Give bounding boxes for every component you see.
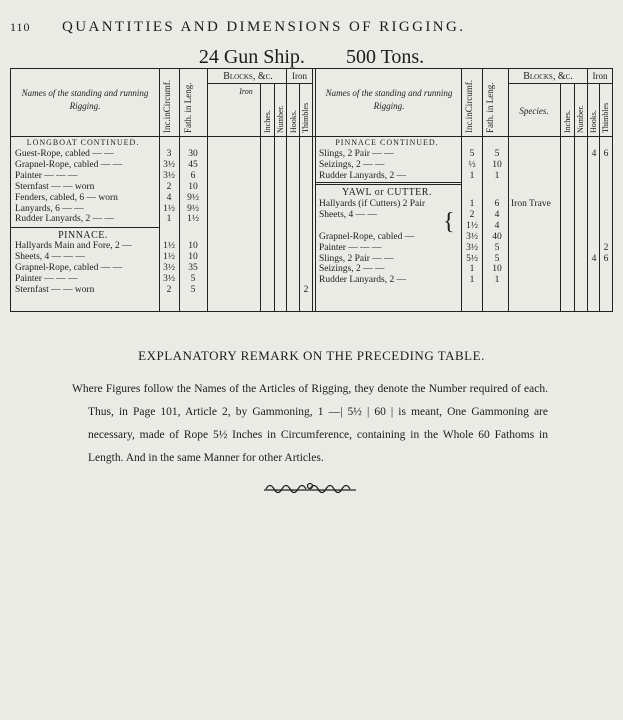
circumference-value: 4 — [166, 192, 172, 203]
fathoms-value: 6 — [190, 170, 196, 181]
rigging-row-name: Hallyards (if Cutters) 2 Pair — [319, 199, 426, 209]
right-section-rule-b — [315, 184, 461, 185]
section-title: PINNACE CONTINUED. — [335, 138, 439, 147]
circumference-value: 5 — [469, 149, 475, 159]
number-header-right: Number. — [576, 105, 585, 133]
circumference-value: 3½ — [163, 262, 175, 273]
circumference-value: 1½ — [163, 203, 175, 214]
fathoms-value: 5 — [494, 149, 500, 159]
rigging-row-name: Slings, 2 Pair — — — [319, 149, 394, 159]
fathoms-value: 5 — [494, 253, 500, 264]
thimbles-header-left: Thimbles — [301, 102, 310, 133]
center-rule-a — [312, 69, 313, 311]
blocks-header-left: Blocks, &c. — [223, 71, 273, 82]
circ-header-right: Inc.inCircumf. — [464, 80, 474, 133]
brace-mark: { — [443, 209, 455, 235]
rigging-row-name: Rudder Lanyards, 2 — — — [15, 214, 114, 225]
rigging-row-name: Sheets, 4 — — — — [15, 251, 85, 262]
circumference-value: 1½ — [163, 251, 175, 262]
rigging-row-name: Painter — — — — [15, 273, 78, 284]
remark-title: EXPLANATORY REMARK ON THE PRECEDING TABLE. — [138, 348, 485, 363]
fathoms-value: 40 — [492, 231, 502, 242]
thimbles-value: 6 — [603, 253, 609, 264]
iron-header-left-b: Iron — [292, 71, 307, 81]
fathoms-value: 1 — [494, 275, 500, 286]
fathoms-value: 1½ — [187, 214, 199, 225]
rigging-row-name: Sternfast — — worn — [15, 284, 95, 295]
ship-label: 24 Gun Ship. — [198, 46, 305, 68]
rigging-row-name: Sternfast — — worn — [15, 181, 95, 192]
rigging-row-name: Seizings, 2 — — — [319, 264, 385, 275]
circumference-value: 3½ — [163, 159, 175, 170]
circumference-value: 3½ — [466, 231, 478, 242]
fathoms-value: 5 — [190, 273, 196, 284]
col-rule — [574, 84, 575, 311]
circumference-value: 1 — [166, 214, 172, 225]
circumference-value: 2 — [469, 209, 475, 220]
circumference-value: 2 — [166, 284, 172, 295]
rigging-row-name: Rudder Lanyards, 2 — — [319, 170, 407, 181]
rigging-row-name: Slings, 2 Pair — — — [319, 253, 394, 264]
hooks-header-right: Hooks. — [589, 110, 598, 133]
rigging-row-name: Grapnel-Rope, cabled — — [319, 231, 415, 242]
rigging-row-name: Rudder Lanyards, 2 — — [319, 275, 407, 286]
col-rule — [599, 84, 600, 311]
fathoms-value: 35 — [188, 262, 198, 273]
fathoms-value: 5 — [494, 242, 500, 253]
number-header-left: Number. — [276, 105, 285, 133]
species-value: Iron Trave — [511, 199, 551, 209]
fathoms-value: 30 — [188, 149, 198, 159]
circumference-value: 3 — [166, 149, 172, 159]
rigging-row-name: Guest-Rope, cabled — — — [15, 149, 114, 159]
center-rule-b — [315, 69, 316, 311]
hooks-header-left: Hooks. — [289, 110, 298, 133]
left-section-rule — [11, 227, 159, 228]
names-header-right: Names of the standing and running Rigging. — [325, 88, 453, 111]
circumference-value: 3½ — [163, 170, 175, 181]
species-header-right: Species. — [519, 106, 549, 116]
fath-header-left: Fath. in Leng. — [183, 82, 193, 133]
circumference-value: 3½ — [163, 273, 175, 284]
section-title: YAWL or CUTTER. — [342, 187, 432, 198]
circumference-value: 3½ — [466, 242, 478, 253]
blocks-header-right: Blocks, &c. — [523, 71, 573, 82]
fathoms-value: 10 — [492, 264, 502, 275]
circumference-value: 2 — [166, 181, 172, 192]
page-number: 110 — [10, 20, 31, 34]
remark-paragraph: Where Figures follow the Names of the Articles of Rigging, they denote the Number required of each. Thus, in Page 101, Article 2, by Gammoning, 1 —| 5½ | 60 | is meant, One Gammoning are necessary, made of Rope 5½ Inches in Circumference, containing in the Whole 60 Fathoms in Length. And in the same Manner for other Articles. — [72, 383, 548, 464]
fathoms-value: 10 — [492, 159, 502, 170]
col-rule — [587, 69, 588, 311]
rigging-row-name: Painter — — — — [15, 170, 78, 181]
rigging-row-name: Sheets, 4 — — — [319, 209, 378, 220]
thimbles-value: 2 — [603, 242, 609, 253]
fathoms-value: 45 — [188, 159, 198, 170]
col-rule — [286, 69, 287, 311]
section-title: LONGBOAT CONTINUED. — [26, 138, 140, 147]
rigging-row-name: Hallyards Main and Fore, 2 — — [15, 241, 132, 251]
inches-header-right: Inches. — [563, 110, 572, 133]
col-rule — [207, 69, 208, 311]
rigging-row-name: Grapnel-Rope, cabled — — — [15, 262, 123, 273]
table-subtitle — [0, 46, 623, 69]
fathoms-value: 9½ — [187, 203, 199, 214]
rigging-row-name: Grapnel-Rope, cabled — — — [15, 159, 123, 170]
hooks-value: 4 — [591, 149, 597, 159]
col-rule — [274, 84, 275, 311]
ornament-icon — [262, 480, 358, 494]
names-header-left: Names of the standing and running Rigging. — [21, 88, 149, 111]
circumference-value: 1 — [469, 264, 475, 275]
circumference-value: ½ — [468, 159, 476, 170]
iron-header-right: Iron — [592, 71, 608, 81]
thimbles-value: 2 — [303, 284, 309, 295]
inches-header-left: Inches. — [263, 110, 272, 133]
fathoms-value: 6 — [494, 199, 500, 209]
col-rule — [299, 84, 300, 311]
fathoms-value: 4 — [494, 209, 500, 220]
fathoms-value: 1 — [494, 170, 500, 181]
hooks-value: 4 — [591, 253, 597, 264]
col-rule — [260, 84, 261, 311]
circumference-value: 1 — [469, 199, 475, 209]
rigging-row-name: Lanyards, 6 — — — [15, 203, 84, 214]
rigging-row-name: Seizings, 2 — — — [319, 159, 385, 170]
circumference-value: 1½ — [163, 241, 175, 251]
thimbles-header-right: Thimbles — [601, 102, 610, 133]
rigging-table — [10, 68, 613, 312]
tons-label: 500 Tons. — [345, 46, 425, 68]
rigging-row-name: Fenders, cabled, 6 — worn — [15, 192, 118, 203]
remark-body — [72, 378, 548, 470]
circumference-value: 1½ — [466, 220, 478, 231]
circumference-value: 5½ — [466, 253, 478, 264]
running-head: QUANTITIES AND DIMENSIONS OF RIGGING. — [62, 19, 466, 35]
iron-header-left: Iron — [239, 87, 253, 96]
circumference-value: 1 — [469, 275, 475, 286]
section-title: PINNACE. — [58, 230, 108, 241]
fath-header-right: Fath. in Leng. — [485, 82, 495, 133]
circ-header-left: Inc.inCircumf. — [162, 80, 172, 133]
fathoms-value: 10 — [188, 181, 198, 192]
fathoms-value: 5 — [190, 284, 196, 295]
fathoms-value: 4 — [494, 220, 500, 231]
fathoms-value: 10 — [188, 251, 198, 262]
col-rule — [560, 84, 561, 311]
circumference-value: 1 — [469, 170, 475, 181]
rigging-row-name: Painter — — — — [319, 242, 382, 253]
right-section-rule — [315, 182, 461, 183]
thimbles-value: 6 — [603, 149, 609, 159]
fathoms-value: 9½ — [187, 192, 199, 203]
fathoms-value: 10 — [188, 241, 198, 251]
